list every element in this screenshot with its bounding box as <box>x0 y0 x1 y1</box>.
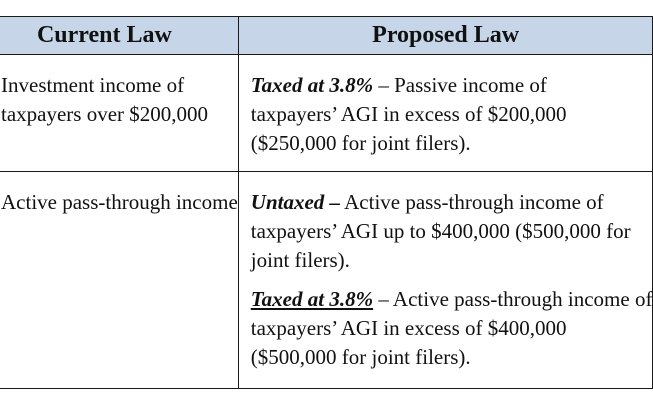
row2-left-line1: Active pass-through income <box>1 190 238 214</box>
row2-para2-line1: – Active pass-through income of <box>373 287 653 311</box>
header-current-law-label: Current Law <box>36 22 172 48</box>
row2-para2-label: Taxed at 3.8% <box>250 287 374 311</box>
row2-para2-line2: taxpayers’ AGI in excess of $400,000 <box>250 316 567 340</box>
row2-proposed-law-cell <box>238 172 653 389</box>
table-row <box>0 172 653 389</box>
header-proposed-law <box>238 17 653 55</box>
row1-current-law-cell <box>0 55 238 172</box>
header-current-law <box>0 17 238 55</box>
row2-para1-label: Untaxed – <box>250 190 341 214</box>
table-row <box>0 55 653 172</box>
table-header-row <box>0 17 653 55</box>
comparison-table <box>0 16 653 389</box>
row2-para1-line3: joint filers). <box>250 248 350 272</box>
header-proposed-law-label: Proposed Law <box>372 22 520 48</box>
row2-para1-line2: taxpayers’ AGI up to $400,000 ($500,000 for <box>250 219 631 243</box>
row1-left-line1: Investment income of <box>1 73 185 97</box>
row1-right-line2: taxpayers’ AGI in excess of $200,000 <box>250 102 567 126</box>
row2-para1-line1: Active pass-through income of <box>340 190 604 214</box>
row1-right-line3: ($250,000 for joint filers). <box>250 131 471 155</box>
row1-left-line2: taxpayers over $200,000 <box>1 102 209 126</box>
row1-right-line1: – Passive income of <box>373 73 547 97</box>
row1-right-label: Taxed at 3.8% <box>250 73 374 97</box>
row1-proposed-law-cell <box>238 55 653 172</box>
row2-current-law-cell <box>0 172 238 389</box>
row2-para2-line3: ($500,000 for joint filers). <box>250 345 471 369</box>
